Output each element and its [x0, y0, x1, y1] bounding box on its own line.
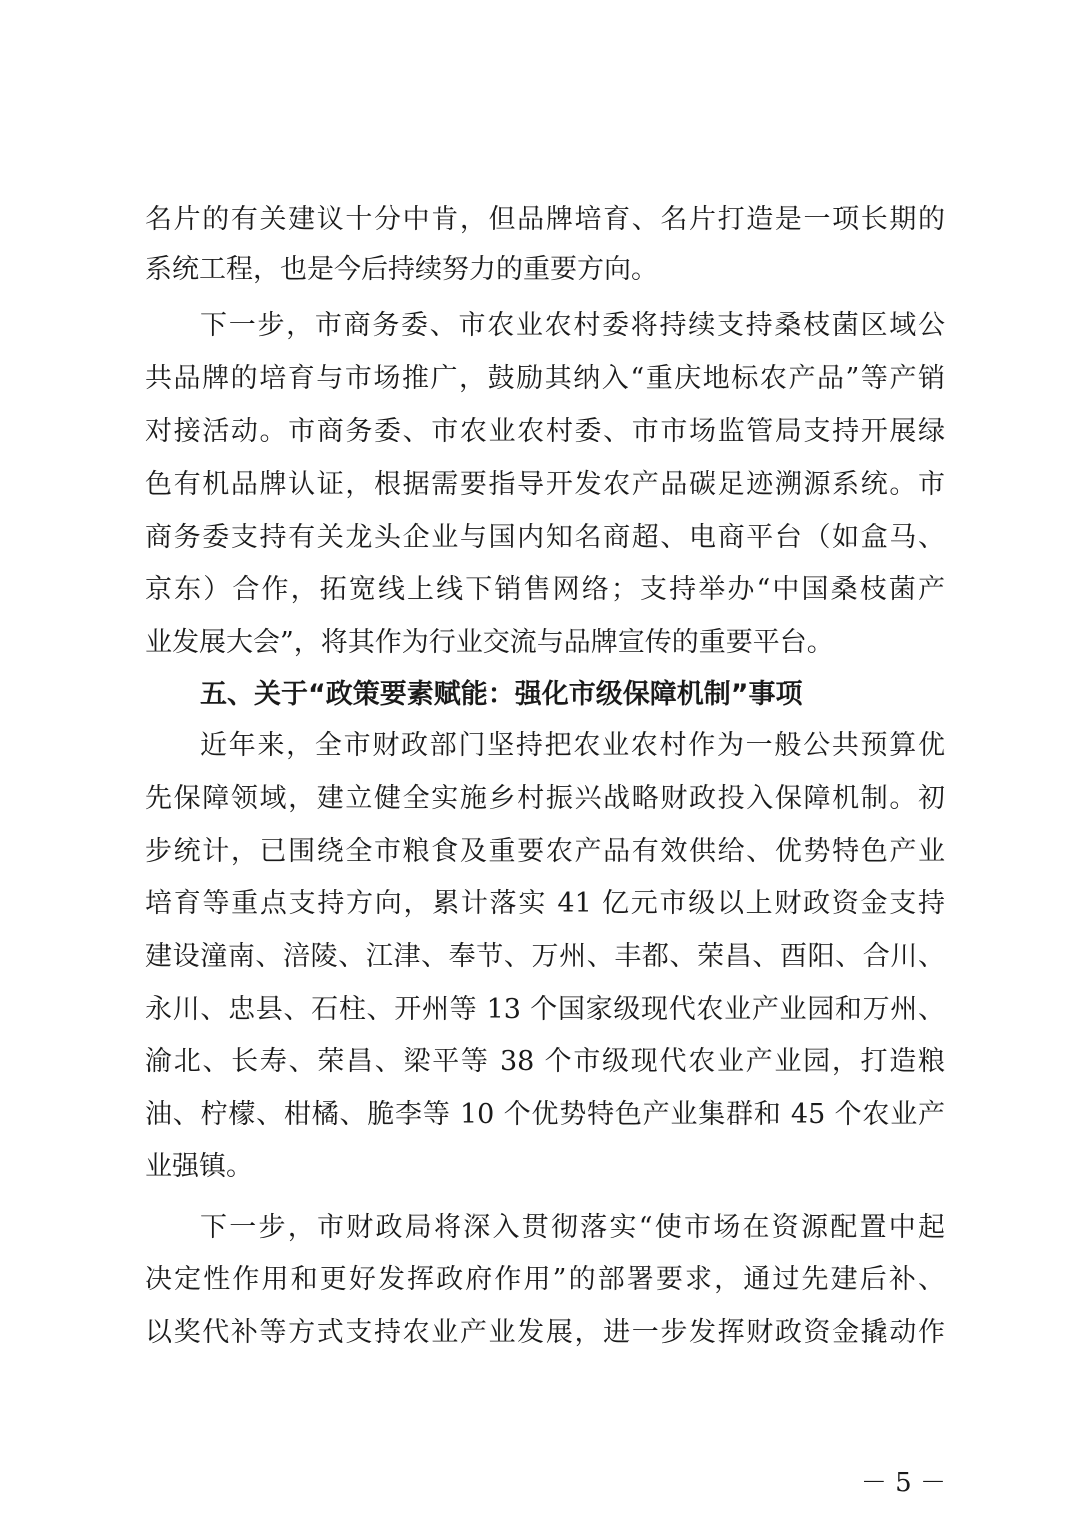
body-text-line: 京东）合作，拓宽线上线下销售网络；支持举办“中国桑枝菌产: [145, 574, 945, 605]
body-text-line: 名片的有关建议十分中肯，但品牌培育、名片打造是一项长期的: [145, 204, 945, 235]
body-text-line: 以奖代补等方式支持农业产业发展，进一步发挥财政资金撬动作: [145, 1317, 945, 1348]
body-text-line: 共品牌的培育与市场推广，鼓励其纳入“重庆地标农产品”等产销: [145, 363, 945, 394]
paragraph-first-line: 下一步，市财政局将深入贯彻落实“使市场在资源配置中起: [200, 1212, 945, 1243]
body-text-line: 渝北、长寿、荣昌、梁平等 38 个市级现代农业产业园，打造粮: [145, 1046, 945, 1077]
body-text-line: 对接活动。市商务委、市农业农村委、市市场监管局支持开展绿: [145, 416, 945, 447]
body-text-line: 业强镇。: [145, 1151, 253, 1182]
page-number: － 5 －: [860, 1468, 946, 1498]
body-text-line: 色有机品牌认证，根据需要指导开发农产品碳足迹溯源系统。市: [145, 469, 945, 500]
body-text-line: 培育等重点支持方向，累计落实 41 亿元市级以上财政资金支持: [145, 888, 945, 919]
body-text-line: 决定性作用和更好发挥政府作用”的部署要求，通过先建后补、: [145, 1264, 945, 1295]
body-text-line: 业发展大会”，将其作为行业交流与品牌宣传的重要平台。: [145, 627, 834, 658]
paragraph-first-line: 下一步，市商务委、市农业农村委将持续支持桑枝菌区域公: [200, 310, 945, 341]
body-text-line: 步统计，已围绕全市粮食及重要农产品有效供给、优势特色产业: [145, 836, 945, 867]
body-text-line: 永川、忠县、石柱、开州等 13 个国家级现代农业产业园和万州、: [145, 994, 945, 1025]
paragraph-first-line: 近年来，全市财政部门坚持把农业农村作为一般公共预算优: [200, 730, 945, 761]
body-text-line: 建设潼南、涪陵、江津、奉节、万州、丰都、荣昌、酉阳、合川、: [145, 941, 945, 972]
body-text-line: 先保障领域，建立健全实施乡村振兴战略财政投入保障机制。初: [145, 783, 945, 814]
body-text-line: 油、柠檬、柑橘、脆李等 10 个优势特色产业集群和 45 个农业产: [145, 1099, 945, 1130]
body-text-line: 系统工程，也是今后持续努力的重要方向。: [145, 254, 658, 285]
section-heading: 五、关于“政策要素赋能：强化市级保障机制”事项: [200, 679, 803, 710]
body-text-line: 商务委支持有关龙头企业与国内知名商超、电商平台（如盒马、: [145, 522, 945, 553]
